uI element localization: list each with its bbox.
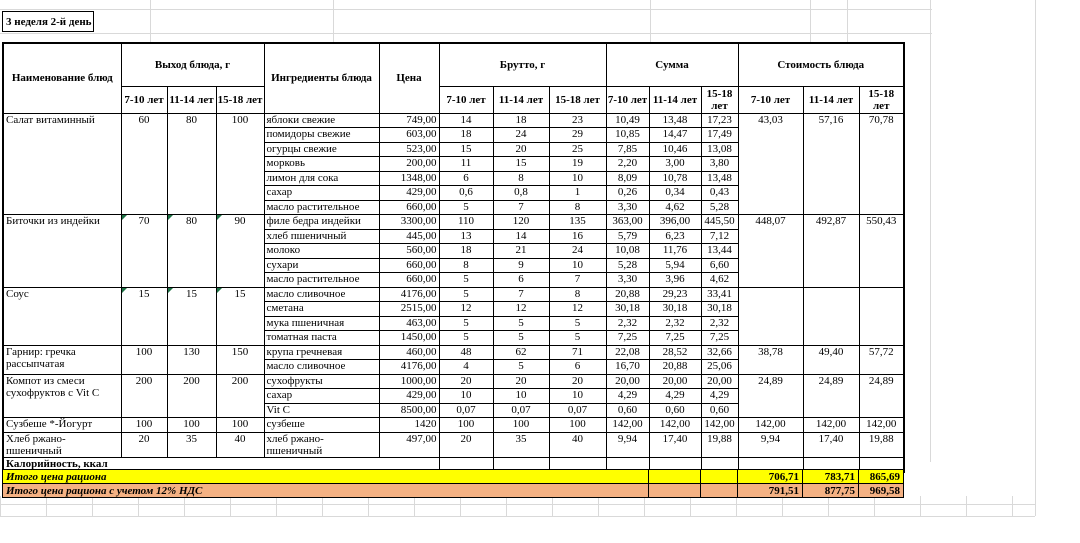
gross-cell[interactable]: 8 [493, 171, 549, 186]
sum-cell[interactable]: 2,32 [701, 316, 738, 331]
price-cell[interactable]: 429,00 [379, 389, 439, 404]
sum-cell[interactable]: 5,79 [606, 229, 649, 244]
gross-cell[interactable]: 48 [439, 345, 493, 360]
sum-cell[interactable]: 20,88 [649, 360, 701, 375]
gross-cell[interactable]: 40 [549, 432, 606, 457]
ingredient-cell[interactable]: хлеб ржано-пшеничный [264, 432, 379, 457]
price-cell[interactable]: 749,00 [379, 113, 439, 128]
ingredient-cell[interactable]: сухофрукты [264, 374, 379, 389]
sum-cell[interactable]: 10,85 [606, 128, 649, 143]
output-cell[interactable]: 15 [121, 287, 167, 345]
gross-cell[interactable]: 25 [549, 142, 606, 157]
ingredient-cell[interactable]: сухари [264, 258, 379, 273]
gross-cell[interactable]: 5 [493, 331, 549, 346]
totals-value-cell[interactable]: 783,71 [803, 470, 859, 484]
gross-cell[interactable]: 12 [549, 302, 606, 317]
sum-cell[interactable]: 3,30 [606, 273, 649, 288]
gross-cell[interactable]: 15 [493, 157, 549, 172]
price-cell[interactable]: 1450,00 [379, 331, 439, 346]
sum-cell[interactable]: 4,29 [649, 389, 701, 404]
cost-cell[interactable]: 57,16 [803, 113, 859, 215]
totals-value-cell[interactable]: 865,69 [859, 470, 904, 484]
table-row [3, 287, 904, 302]
price-cell[interactable]: 460,00 [379, 345, 439, 360]
sum-cell[interactable]: 4,62 [649, 200, 701, 215]
gross-cell[interactable]: 4 [439, 360, 493, 375]
header-ingredients[interactable]: Ингредиенты блюда [264, 43, 379, 113]
header-age-group[interactable]: 11-14 лет [649, 86, 701, 113]
gridline [0, 33, 932, 34]
sum-cell[interactable]: 9,94 [606, 432, 649, 457]
ingredient-cell[interactable]: помидоры свежие [264, 128, 379, 143]
sum-cell[interactable]: 17,23 [701, 113, 738, 128]
gridline [0, 504, 1035, 505]
sum-cell[interactable]: 10,49 [606, 113, 649, 128]
cost-cell[interactable]: 57,72 [859, 345, 904, 374]
dish-name-cell[interactable]: Хлеб ржано-пшеничный [3, 432, 121, 457]
gross-cell[interactable]: 1 [549, 186, 606, 201]
sum-cell[interactable]: 7,25 [606, 331, 649, 346]
gross-cell[interactable]: 100 [549, 418, 606, 433]
gross-cell[interactable]: 29 [549, 128, 606, 143]
totals-value-cell[interactable]: 877,75 [803, 484, 859, 498]
gross-cell[interactable]: 10 [439, 389, 493, 404]
sum-cell[interactable]: 3,80 [701, 157, 738, 172]
output-cell[interactable]: 35 [167, 432, 216, 457]
header-age-group[interactable]: 15-18 лет [701, 86, 738, 113]
sum-cell[interactable]: 5,28 [606, 258, 649, 273]
price-cell[interactable]: 1000,00 [379, 374, 439, 389]
gross-cell[interactable]: 7 [493, 287, 549, 302]
sum-cell[interactable]: 8,09 [606, 171, 649, 186]
ingredient-cell[interactable]: сметана [264, 302, 379, 317]
ingredient-cell[interactable]: сузбеше [264, 418, 379, 433]
gridline [0, 516, 1035, 517]
output-cell[interactable]: 60 [121, 113, 167, 215]
gross-cell[interactable]: 12 [493, 302, 549, 317]
totals-value-cell[interactable]: 969,58 [859, 484, 904, 498]
comment-flag-icon [168, 288, 173, 293]
comment-flag-icon [122, 215, 127, 220]
gross-cell[interactable]: 110 [439, 215, 493, 230]
cost-cell[interactable]: 24,89 [803, 374, 859, 418]
table-row [3, 215, 904, 230]
cost-cell[interactable] [803, 287, 859, 345]
sum-cell[interactable]: 7,85 [606, 142, 649, 157]
gross-cell[interactable]: 13 [439, 229, 493, 244]
sum-cell[interactable]: 2,32 [606, 316, 649, 331]
cost-cell[interactable]: 49,40 [803, 345, 859, 374]
gross-cell[interactable]: 15 [439, 142, 493, 157]
sum-cell[interactable]: 4,62 [701, 273, 738, 288]
price-cell[interactable]: 463,00 [379, 316, 439, 331]
sum-cell[interactable]: 22,08 [606, 345, 649, 360]
cost-cell[interactable]: 19,88 [859, 432, 904, 457]
comment-flag-icon [168, 215, 173, 220]
output-cell[interactable]: 40 [216, 432, 264, 457]
gross-cell[interactable]: 5 [439, 331, 493, 346]
header-dish[interactable]: Наименование блюд [3, 43, 121, 113]
output-cell[interactable]: 150 [216, 345, 264, 374]
price-cell[interactable]: 1420 [379, 418, 439, 433]
ingredient-cell[interactable]: масло сливочное [264, 287, 379, 302]
totals-value-cell[interactable]: 791,51 [738, 484, 803, 498]
gross-cell[interactable]: 100 [493, 418, 549, 433]
day-label-cell[interactable]: 3 неделя 2-й день [2, 11, 94, 32]
cost-cell[interactable]: 24,89 [738, 374, 803, 418]
output-cell[interactable]: 20 [121, 432, 167, 457]
totals-table [2, 469, 904, 498]
sum-cell[interactable]: 30,18 [649, 302, 701, 317]
gross-cell[interactable]: 18 [439, 128, 493, 143]
sum-cell[interactable]: 11,76 [649, 244, 701, 259]
output-cell[interactable]: 80 [167, 215, 216, 288]
totals-empty-cell[interactable] [701, 470, 738, 484]
price-cell[interactable]: 523,00 [379, 142, 439, 157]
output-cell[interactable]: 100 [121, 345, 167, 374]
cost-cell[interactable]: 70,78 [859, 113, 904, 215]
header-output[interactable]: Выход блюда, г [121, 43, 264, 86]
gross-cell[interactable]: 71 [549, 345, 606, 360]
gross-cell[interactable]: 6 [549, 360, 606, 375]
gridline [930, 0, 931, 462]
sum-cell[interactable]: 7,25 [649, 331, 701, 346]
cost-cell[interactable]: 142,00 [738, 418, 803, 433]
sum-cell[interactable]: 0,43 [701, 186, 738, 201]
sum-cell[interactable]: 20,00 [606, 374, 649, 389]
ingredient-cell[interactable]: морковь [264, 157, 379, 172]
header-price[interactable]: Цена [379, 43, 439, 113]
ingredient-cell[interactable]: филе бедра индейки [264, 215, 379, 230]
gross-cell[interactable]: 21 [493, 244, 549, 259]
sum-cell[interactable]: 2,32 [649, 316, 701, 331]
output-cell[interactable]: 70 [121, 215, 167, 288]
header-age-group[interactable]: 11-14 лет [803, 86, 859, 113]
dish-name-cell[interactable]: Гарнир: гречка рассыпчатая [3, 345, 121, 374]
gross-cell[interactable]: 18 [439, 244, 493, 259]
ingredient-cell[interactable]: лимон для сока [264, 171, 379, 186]
header-gross[interactable]: Брутто, г [439, 43, 606, 86]
header-age-group[interactable]: 15-18 лет [859, 86, 904, 113]
output-cell[interactable]: 80 [167, 113, 216, 215]
totals-empty-cell[interactable] [649, 470, 701, 484]
gridline [650, 0, 651, 42]
output-cell[interactable]: 200 [121, 374, 167, 418]
cost-cell[interactable] [859, 287, 904, 345]
price-cell[interactable]: 660,00 [379, 273, 439, 288]
sum-cell[interactable]: 20,00 [701, 374, 738, 389]
table-row [3, 374, 904, 389]
price-cell[interactable]: 200,00 [379, 157, 439, 172]
price-cell[interactable]: 660,00 [379, 258, 439, 273]
output-cell[interactable]: 90 [216, 215, 264, 288]
price-cell[interactable]: 4176,00 [379, 360, 439, 375]
totals-row [3, 470, 904, 484]
gross-cell[interactable]: 9 [493, 258, 549, 273]
gross-cell[interactable]: 0,07 [549, 403, 606, 418]
comment-flag-icon [217, 215, 222, 220]
price-cell[interactable]: 560,00 [379, 244, 439, 259]
price-cell[interactable]: 2515,00 [379, 302, 439, 317]
gross-cell[interactable]: 20 [493, 142, 549, 157]
sum-cell[interactable]: 17,49 [701, 128, 738, 143]
gross-cell[interactable]: 14 [439, 113, 493, 128]
sum-cell[interactable]: 396,00 [649, 215, 701, 230]
price-cell[interactable]: 4176,00 [379, 287, 439, 302]
totals-value-cell[interactable]: 706,71 [738, 470, 803, 484]
price-cell[interactable]: 429,00 [379, 186, 439, 201]
ingredient-cell[interactable]: масло сливочное [264, 360, 379, 375]
sum-cell[interactable]: 5,28 [701, 200, 738, 215]
gross-cell[interactable]: 24 [493, 128, 549, 143]
table-row [3, 432, 904, 457]
comment-flag-icon [122, 288, 127, 293]
gross-cell[interactable]: 35 [493, 432, 549, 457]
gross-cell[interactable]: 7 [493, 200, 549, 215]
dish-name-cell[interactable]: Салат витаминный [3, 113, 121, 215]
output-cell[interactable]: 100 [216, 418, 264, 433]
sum-cell[interactable]: 16,70 [606, 360, 649, 375]
dish-name-cell[interactable]: Компот из смеси сухофруктов с Vit C [3, 374, 121, 418]
gross-cell[interactable]: 10 [549, 389, 606, 404]
price-cell[interactable]: 1348,00 [379, 171, 439, 186]
totals-empty-cell[interactable] [701, 484, 738, 498]
ingredient-cell[interactable]: Vit C [264, 403, 379, 418]
ingredient-cell[interactable]: яблоки свежие [264, 113, 379, 128]
gridline [810, 0, 811, 42]
sum-cell[interactable]: 14,47 [649, 128, 701, 143]
output-cell[interactable]: 100 [121, 418, 167, 433]
gross-cell[interactable]: 5 [439, 316, 493, 331]
output-cell[interactable]: 15 [167, 287, 216, 345]
sum-cell[interactable]: 29,23 [649, 287, 701, 302]
gross-cell[interactable]: 10 [549, 258, 606, 273]
price-cell[interactable]: 497,00 [379, 432, 439, 457]
sum-cell[interactable]: 3,30 [606, 200, 649, 215]
header-age-group[interactable]: 7-10 лет [738, 86, 803, 113]
gross-cell[interactable]: 20 [493, 374, 549, 389]
gross-cell[interactable]: 18 [493, 113, 549, 128]
gridline [333, 0, 334, 42]
sum-cell[interactable]: 10,08 [606, 244, 649, 259]
ingredient-cell[interactable]: сахар [264, 186, 379, 201]
sum-cell[interactable]: 363,00 [606, 215, 649, 230]
sum-cell[interactable]: 30,18 [606, 302, 649, 317]
sum-cell[interactable]: 0,60 [701, 403, 738, 418]
sum-cell[interactable]: 13,48 [649, 113, 701, 128]
gross-cell[interactable]: 5 [549, 316, 606, 331]
sum-cell[interactable]: 142,00 [649, 418, 701, 433]
cost-cell[interactable]: 142,00 [859, 418, 904, 433]
gridline [0, 9, 932, 10]
output-cell[interactable]: 200 [216, 374, 264, 418]
totals-empty-cell[interactable] [649, 484, 701, 498]
price-cell[interactable]: 445,00 [379, 229, 439, 244]
sum-cell[interactable]: 445,50 [701, 215, 738, 230]
price-cell[interactable]: 8500,00 [379, 403, 439, 418]
gross-cell[interactable]: 0,8 [493, 186, 549, 201]
sum-cell[interactable]: 0,34 [649, 186, 701, 201]
gross-cell[interactable]: 6 [493, 273, 549, 288]
dish-name-cell[interactable]: Соус [3, 287, 121, 345]
gross-cell[interactable]: 5 [439, 200, 493, 215]
ingredient-cell[interactable]: масло растительное [264, 273, 379, 288]
gridline [1035, 0, 1036, 516]
sum-cell[interactable]: 142,00 [701, 418, 738, 433]
sum-cell[interactable]: 5,94 [649, 258, 701, 273]
gridline [0, 496, 1035, 516]
gross-cell[interactable]: 12 [439, 302, 493, 317]
ingredient-cell[interactable]: томатная паста [264, 331, 379, 346]
sum-cell[interactable]: 33,41 [701, 287, 738, 302]
sum-cell[interactable]: 3,96 [649, 273, 701, 288]
gross-cell[interactable]: 8 [549, 200, 606, 215]
gross-cell[interactable]: 16 [549, 229, 606, 244]
gross-cell[interactable]: 8 [439, 258, 493, 273]
gross-cell[interactable]: 24 [549, 244, 606, 259]
totals-label-cell[interactable]: Итого цена рациона с учетом 12% НДС [3, 484, 649, 498]
cost-cell[interactable]: 492,87 [803, 215, 859, 288]
cost-cell[interactable]: 9,94 [738, 432, 803, 457]
dish-name-cell[interactable]: Сузбеше *-Йогурт [3, 418, 121, 433]
ingredient-cell[interactable]: крупа гречневая [264, 345, 379, 360]
output-cell[interactable]: 100 [216, 113, 264, 215]
sum-cell[interactable]: 20,00 [649, 374, 701, 389]
sum-cell[interactable]: 0,26 [606, 186, 649, 201]
gross-cell[interactable]: 100 [439, 418, 493, 433]
sum-cell[interactable]: 7,12 [701, 229, 738, 244]
ingredient-cell[interactable]: огурцы свежие [264, 142, 379, 157]
sum-cell[interactable]: 10,46 [649, 142, 701, 157]
totals-body [3, 470, 904, 498]
gross-cell[interactable]: 0,07 [493, 403, 549, 418]
price-cell[interactable]: 3300,00 [379, 215, 439, 230]
sum-cell[interactable]: 3,00 [649, 157, 701, 172]
gross-cell[interactable]: 20 [439, 374, 493, 389]
gross-cell[interactable]: 19 [549, 157, 606, 172]
ingredient-cell[interactable]: молоко [264, 244, 379, 259]
sum-cell[interactable]: 7,25 [701, 331, 738, 346]
ingredient-cell[interactable]: масло растительное [264, 200, 379, 215]
table-row [3, 345, 904, 360]
sum-cell[interactable]: 10,78 [649, 171, 701, 186]
ingredient-cell[interactable]: хлеб пшеничный [264, 229, 379, 244]
totals-row [3, 484, 904, 498]
calories-label-cell[interactable]: Калорийность, ккал [3, 457, 439, 472]
comment-flag-icon [217, 288, 222, 293]
menu-cost-table [2, 42, 905, 473]
gridline [150, 0, 151, 42]
output-cell[interactable]: 100 [167, 418, 216, 433]
gross-cell[interactable]: 135 [549, 215, 606, 230]
gross-cell[interactable]: 0,07 [439, 403, 493, 418]
header-age-group[interactable]: 15-18 лет [549, 86, 606, 113]
sum-cell[interactable]: 13,44 [701, 244, 738, 259]
gross-cell[interactable]: 5 [493, 316, 549, 331]
gridline [847, 0, 848, 42]
sum-cell[interactable]: 6,60 [701, 258, 738, 273]
ingredient-cell[interactable]: мука пшеничная [264, 316, 379, 331]
table-row [3, 418, 904, 433]
header-age-group[interactable]: 15-18 лет [216, 86, 264, 113]
cost-cell[interactable]: 142,00 [803, 418, 859, 433]
sum-cell[interactable]: 2,20 [606, 157, 649, 172]
gross-cell[interactable]: 14 [493, 229, 549, 244]
output-cell[interactable]: 130 [167, 345, 216, 374]
gross-cell[interactable]: 11 [439, 157, 493, 172]
header-cost[interactable]: Стоимость блюда [738, 43, 904, 86]
sum-cell[interactable]: 4,29 [701, 389, 738, 404]
gross-cell[interactable]: 5 [439, 287, 493, 302]
output-cell[interactable]: 200 [167, 374, 216, 418]
totals-label-cell[interactable]: Итого цена рациона [3, 470, 649, 484]
gross-cell[interactable]: 23 [549, 113, 606, 128]
cost-cell[interactable]: 550,43 [859, 215, 904, 288]
gross-cell[interactable]: 62 [493, 345, 549, 360]
output-cell[interactable]: 15 [216, 287, 264, 345]
sum-cell[interactable]: 28,52 [649, 345, 701, 360]
gross-cell[interactable]: 120 [493, 215, 549, 230]
table-row [3, 113, 904, 128]
gross-cell[interactable]: 6 [439, 171, 493, 186]
table-body [3, 113, 904, 472]
sum-cell[interactable]: 4,29 [606, 389, 649, 404]
header-age-group[interactable]: 11-14 лет [493, 86, 549, 113]
cost-cell[interactable]: 24,89 [859, 374, 904, 418]
sum-cell[interactable]: 13,08 [701, 142, 738, 157]
gross-cell[interactable]: 10 [549, 171, 606, 186]
gross-cell[interactable]: 10 [493, 389, 549, 404]
header-age-group[interactable]: 11-14 лет [167, 86, 216, 113]
header-age-group[interactable]: 7-10 лет [439, 86, 493, 113]
cost-cell[interactable]: 448,07 [738, 215, 803, 288]
sum-cell[interactable]: 0,60 [649, 403, 701, 418]
gross-cell[interactable]: 5 [493, 360, 549, 375]
gross-cell[interactable]: 5 [549, 331, 606, 346]
sum-cell[interactable]: 20,88 [606, 287, 649, 302]
sum-cell[interactable]: 0,60 [606, 403, 649, 418]
header-sum[interactable]: Сумма [606, 43, 738, 86]
header-age-group[interactable]: 7-10 лет [121, 86, 167, 113]
sum-cell[interactable]: 6,23 [649, 229, 701, 244]
price-cell[interactable]: 660,00 [379, 200, 439, 215]
sum-cell[interactable]: 19,88 [701, 432, 738, 457]
header-age-group[interactable]: 7-10 лет [606, 86, 649, 113]
sum-cell[interactable]: 32,66 [701, 345, 738, 360]
gross-cell[interactable]: 8 [549, 287, 606, 302]
gross-cell[interactable]: 0,6 [439, 186, 493, 201]
price-cell[interactable]: 603,00 [379, 128, 439, 143]
sum-cell[interactable]: 25,06 [701, 360, 738, 375]
cost-cell[interactable]: 17,40 [803, 432, 859, 457]
sum-cell[interactable]: 30,18 [701, 302, 738, 317]
cost-cell[interactable]: 43,03 [738, 113, 803, 215]
ingredient-cell[interactable]: сахар [264, 389, 379, 404]
cost-cell[interactable] [738, 287, 803, 345]
gross-cell[interactable]: 7 [549, 273, 606, 288]
dish-name-cell[interactable]: Биточки из индейки [3, 215, 121, 288]
cost-cell[interactable]: 38,78 [738, 345, 803, 374]
gross-cell[interactable]: 20 [549, 374, 606, 389]
gross-cell[interactable]: 20 [439, 432, 493, 457]
sum-cell[interactable]: 17,40 [649, 432, 701, 457]
sum-cell[interactable]: 13,48 [701, 171, 738, 186]
sum-cell[interactable]: 142,00 [606, 418, 649, 433]
gross-cell[interactable]: 5 [439, 273, 493, 288]
